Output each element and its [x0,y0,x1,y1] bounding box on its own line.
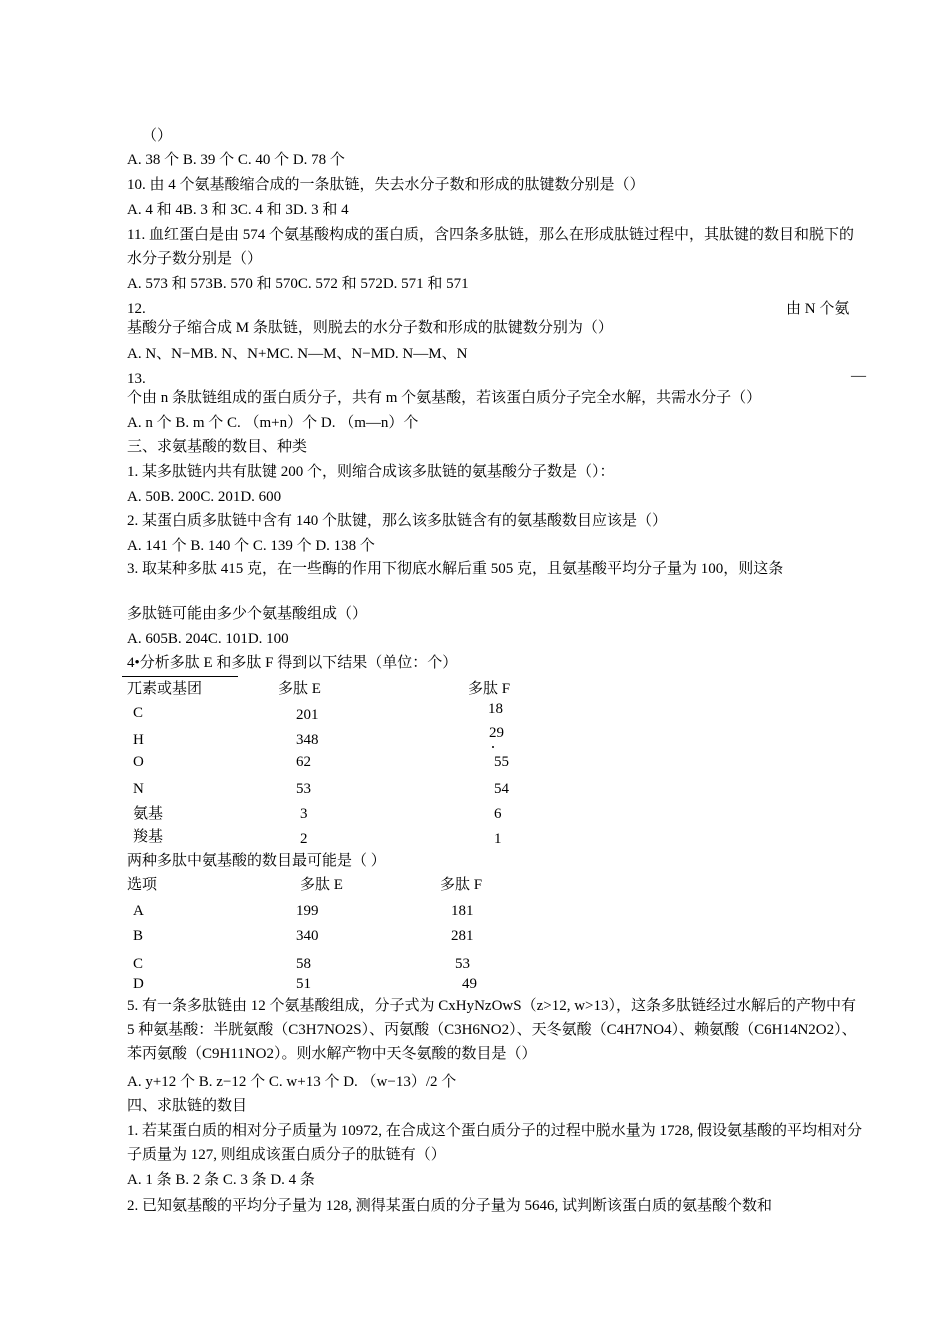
table2-cell: B [133,928,144,944]
s4-q2-text: 2. 已知氨基酸的平均分子量为 128, 测得某蛋白质的分子量为 5646, 试判断该蛋白质的氨基酸个数和 [127,1198,773,1214]
q13-right-fragment: — [851,368,866,384]
table2-cell: 181 [451,903,474,919]
table1-cell: 201 [296,707,319,723]
scan-mark [492,746,494,748]
table1-cell: 54 [494,781,509,797]
s3-q1-text: 1. 某多肽链内共有肽键 200 个，则缩合成该多肽链的氨基酸分子数是（）： [127,464,615,480]
s4-q1-text: 1. 若某蛋白质的相对分子质量为 10972, 在合成这个蛋白质分子的过程中脱水量为 1728, 假设氨基酸的平均相对分子质量为 127, 则组成该蛋白质分子的肽链有（） [127,1123,863,1163]
table1-cell: 18 [488,701,503,717]
table2-cell: 340 [296,928,319,944]
q11-text: 11. 血红蛋白是由 574 个氨基酸构成的蛋白质，含四条多肽链，那么在形成肽链过程中，其肽键的数目和脱下的水分子数分别是（） [127,227,854,267]
q9-options: A. 38 个 B. 39 个 C. 40 个 D. 78 个 [127,152,345,168]
q13-text: 个由 n 条肽链组成的蛋白质分子，共有 m 个氨基酸，若该蛋白质分子完全水解，共需水分子（） [127,390,762,406]
q12-options: A. N、N−MB. N、N+MC. N—M、N−MD. N—M、N [127,346,468,362]
q9-paren: （） [142,128,173,144]
s4-q1-options: A. 1 条 B. 2 条 C. 3 条 D. 4 条 [127,1172,315,1188]
q11-options: A. 573 和 573B. 570 和 570C. 572 和 572D. 571 和 571 [127,276,469,292]
table1-cell: 2 [300,831,308,847]
table2-cell: 281 [451,928,474,944]
s3-q5-text: 5. 有一条多肽链由 12 个氨基酸组成，分子式为 CxHyNzOwS（z>12, w>13），这条多肽链经过水解后的产物中有 5 种氨基酸：半胱氨酸（C3H7NO2S）、丙氨酸（C3H6NO2）、天冬氨酸（C4H7NO4）、赖氨酸（C6H14N2O2）、苯丙氨酸（C9H11NO2）。则水解产物中天冬氨酸的数目是（） [127,998,857,1062]
table1-header-1: 兀素或基团 [127,681,203,697]
table1-cell: 6 [494,806,502,822]
table1-cell: 氨基 [133,806,164,822]
table1-cell: 羧基 [133,829,164,845]
q10-text: 10. 由 4 个氨基酸缩合成的一条肽链，失去水分子数和形成的肽键数分别是（） [127,177,645,193]
q12-right-fragment: 由 N 个氨 [786,301,850,317]
table1-cell: 29 [489,725,504,741]
q4-question: 两种多肽中氨基酸的数目最可能是（ ） [127,853,386,869]
table1-top-rule [122,676,238,677]
table1-cell: 3 [300,806,308,822]
table1-cell: 62 [296,754,311,770]
table2-cell: 51 [296,976,311,992]
s3-q1-options: A. 50B. 200C. 201D. 600 [127,489,282,505]
s3-q3-text: 3. 取某种多肽 415 克，在一些酶的作用下彻底水解后重 505 克，且氨基酸平均分子量为 100，则这条 [127,561,784,577]
table2-cell: 199 [296,903,319,919]
table1-header-3: 多肽 F [468,681,511,697]
section-3-heading: 三、求氨基酸的数目、种类 [127,439,308,455]
s3-q3-text-cont: 多肽链可能由多少个氨基酸组成（） [127,606,368,622]
table2-header-2: 多肽 E [300,877,343,893]
table1-cell: 55 [494,754,509,770]
table1-cell: C [133,705,144,721]
table2-header-3: 多肽 F [440,877,483,893]
s3-q4-text: 4•分析多肽 E 和多肽 F 得到以下结果（单位：个） [127,655,458,671]
table1-cell: 53 [296,781,311,797]
q12-text: 基酸分子缩合成 M 条肽链，则脱去的水分子数和形成的肽键数分别为（） [127,320,613,336]
table1-cell: N [133,781,144,797]
table1-cell: 348 [296,732,319,748]
section-4-heading: 四、求肽链的数目 [127,1098,248,1114]
table1-header-2: 多肽 E [278,681,321,697]
s3-q2-text: 2. 某蛋白质多肽链中含有 140 个肽键，那么该多肽链含有的氨基酸数目应该是（） [127,513,668,529]
table1-cell: 1 [494,831,502,847]
table2-cell: C [133,956,144,972]
s3-q5-options: A. y+12 个 B. z−12 个 C. w+13 个 D. （w−13）/2 个 [127,1074,457,1090]
s3-q3-options: A. 605B. 204C. 101D. 100 [127,631,289,647]
q13-options: A. n 个 B. m 个 C. （m+n）个 D. （m—n）个 [127,415,419,431]
table2-cell: D [133,976,144,992]
q10-options: A. 4 和 4B. 3 和 3C. 4 和 3D. 3 和 4 [127,202,349,218]
table2-cell: 58 [296,956,311,972]
table2-cell: A [133,903,144,919]
table2-cell: 49 [462,976,477,992]
table1-cell: H [133,732,144,748]
table2-cell: 53 [455,956,470,972]
table2-header-1: 选项 [127,877,158,893]
q13-number: 13. [127,371,146,387]
table1-cell: O [133,754,144,770]
q12-number: 12. [127,301,146,317]
s3-q2-options: A. 141 个 B. 140 个 C. 139 个 D. 138 个 [127,538,375,554]
